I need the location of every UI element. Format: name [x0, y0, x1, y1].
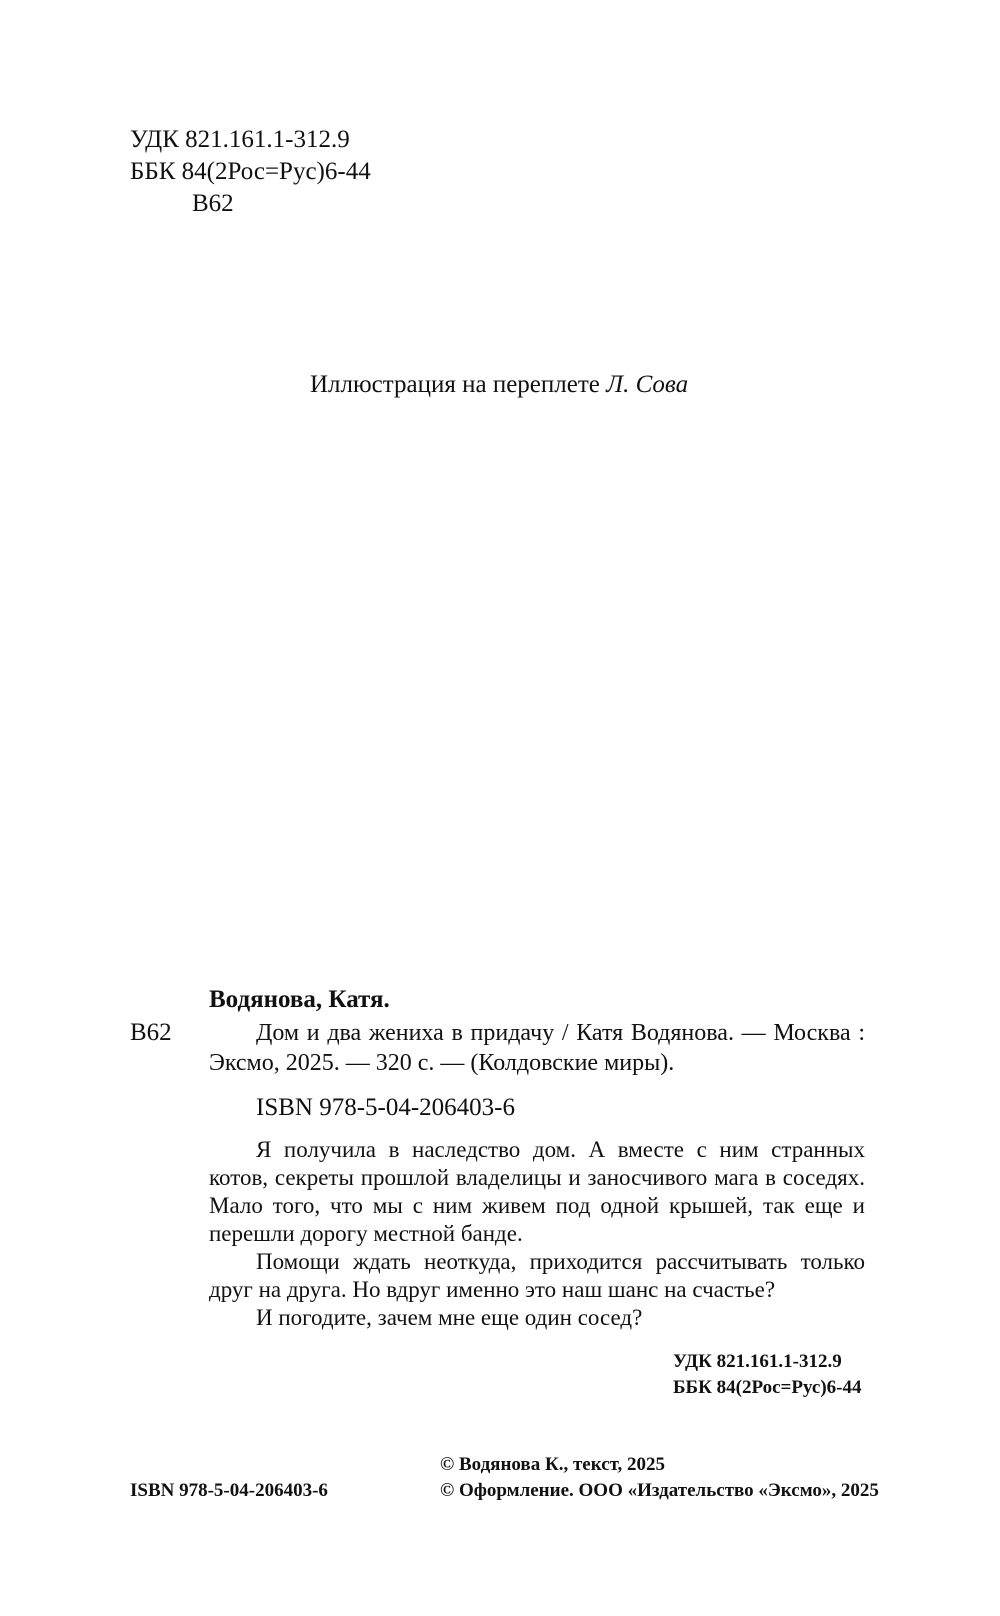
record-mark: В62: [130, 1019, 172, 1046]
record-author: Водянова, Катя.: [209, 986, 390, 1013]
footer-bbk: ББК 84(2Рос=Рус)6-44: [673, 1377, 862, 1398]
copyright-text: © Водянова К., текст, 2025: [440, 1454, 666, 1475]
illustration-artist: Л. Сова: [606, 371, 689, 398]
annotation-paragraph-3: И погодите, зачем мне еще один сосед?: [256, 1305, 643, 1330]
illustration-credit: [310, 370, 688, 400]
header-udk: УДК 821.161.1-312.9: [130, 126, 350, 153]
record-description: Дом и два жениха в придачу / Катя Водянова. — Москва : Эксмо, 2025. — 320 с. — (Колдовские миры).: [209, 1020, 865, 1076]
copyright-design: © Оформление. ООО «Издательство «Эксмо», 2025: [440, 1480, 879, 1501]
illustration-label: Иллюстрация на переплете: [310, 371, 600, 398]
header-author-mark: В62: [192, 190, 234, 217]
annotation: [209, 1136, 865, 1332]
record-isbn: ISBN 978-5-04-206403-6: [256, 1094, 516, 1121]
footer-isbn: ISBN 978-5-04-206403-6: [130, 1480, 328, 1501]
annotation-paragraph-2: Помощи ждать неоткуда, приходится рассчитывать только друг на друга. Но вдруг именно это наш шанс на счастье?: [209, 1249, 865, 1302]
footer-udk: УДК 821.161.1-312.9: [673, 1351, 842, 1372]
header-bbk: ББК 84(2Рос=Рус)6-44: [130, 158, 371, 185]
record-description-block: [209, 1018, 865, 1078]
annotation-paragraph-1: Я получила в наследство дом. А вместе с ним странных котов, секреты прошлой владелицы и заносчивого мага в соседях. Мало того, что мы с ним живем под одной крышей, так еще и перешли дорогу местной банде.: [209, 1137, 865, 1246]
